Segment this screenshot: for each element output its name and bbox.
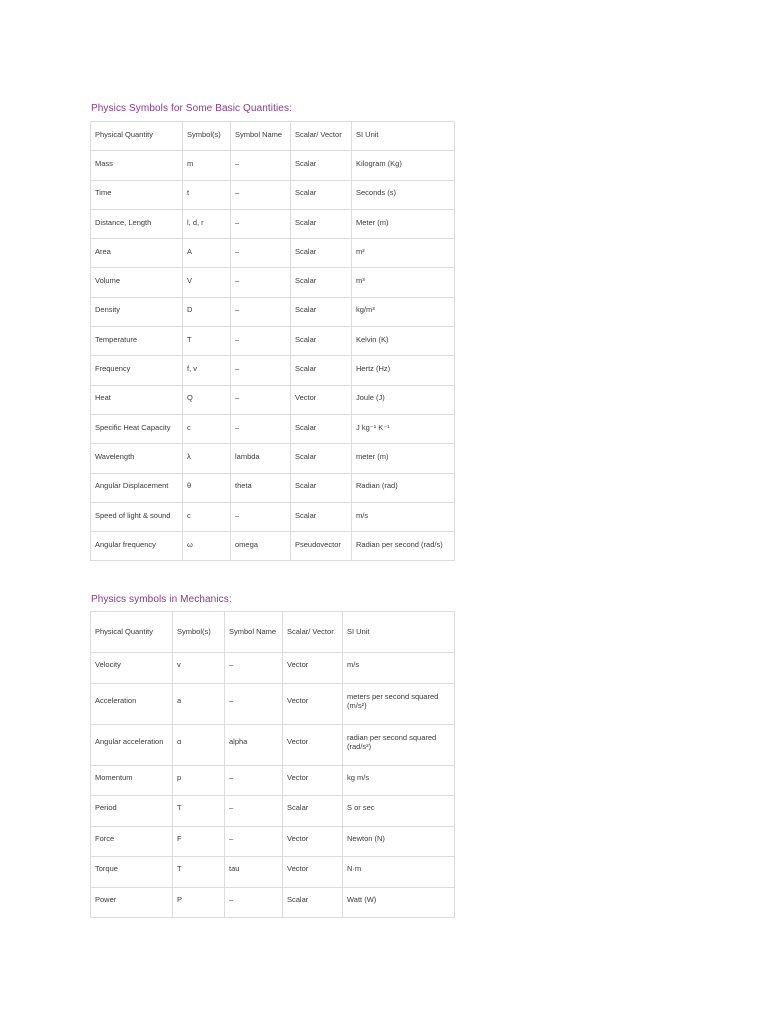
table-row (91, 356, 455, 385)
table-cell: – (225, 826, 283, 857)
table-cell: Seconds (s) (352, 180, 455, 209)
table-row (91, 796, 455, 827)
table-cell: A (183, 239, 231, 268)
table-cell: Scalar (291, 356, 352, 385)
table-cell: m³ (352, 268, 455, 297)
table-cell: – (225, 765, 283, 796)
table-cell: kg/m³ (352, 297, 455, 326)
table-cell: Scalar (291, 209, 352, 238)
table-cell: Watt (W) (343, 887, 455, 918)
table-cell: Distance, Length (91, 209, 183, 238)
table-cell: Scalar (291, 414, 352, 443)
table-cell: – (225, 887, 283, 918)
column-header: SI Unit (343, 612, 455, 653)
table-cell: m/s (352, 502, 455, 531)
section-title-basic-quantities: Physics Symbols for Some Basic Quantities: (91, 103, 292, 114)
table-cell: J kg⁻¹ K⁻¹ (352, 414, 455, 443)
table-cell: Scalar (291, 268, 352, 297)
table-cell: m² (352, 239, 455, 268)
table-cell: λ (183, 444, 231, 473)
table-cell: c (183, 502, 231, 531)
table-header-row (91, 612, 455, 653)
column-header: SI Unit (352, 122, 455, 151)
table-cell: Area (91, 239, 183, 268)
table-cell: kg m/s (343, 765, 455, 796)
table-cell: – (231, 502, 291, 531)
table-cell: c (183, 414, 231, 443)
table-cell: Vector (283, 683, 343, 724)
table-cell: Joule (J) (352, 385, 455, 414)
table-cell: Density (91, 297, 183, 326)
table-cell: α (173, 724, 225, 765)
table-row (91, 653, 455, 684)
table-cell: Frequency (91, 356, 183, 385)
table-cell: a (173, 683, 225, 724)
column-header: Scalar/ Vector (291, 122, 352, 151)
table-cell: Temperature (91, 327, 183, 356)
table-row (91, 297, 455, 326)
table-cell: – (231, 327, 291, 356)
table-cell: Specific Heat Capacity (91, 414, 183, 443)
table-row (91, 414, 455, 443)
table-cell: T (183, 327, 231, 356)
table-cell: meters per second squared (m/s²) (343, 683, 455, 724)
table-body (91, 653, 455, 918)
table-cell: – (231, 239, 291, 268)
table-row (91, 151, 455, 180)
table-cell: f, v (183, 356, 231, 385)
column-header: Symbol(s) (183, 122, 231, 151)
table-row (91, 268, 455, 297)
table-row (91, 532, 455, 561)
table-row (91, 180, 455, 209)
table-cell: Radian (rad) (352, 473, 455, 502)
column-header: Symbol(s) (173, 612, 225, 653)
table-cell: p (173, 765, 225, 796)
table-cell: Wavelength (91, 444, 183, 473)
table-row (91, 887, 455, 918)
table-cell: – (225, 683, 283, 724)
table-cell: alpha (225, 724, 283, 765)
mechanics-table (90, 611, 455, 918)
table-cell: Momentum (91, 765, 173, 796)
column-header: Symbol Name (225, 612, 283, 653)
table-row (91, 209, 455, 238)
table-cell: ω (183, 532, 231, 561)
table-cell: Scalar (291, 297, 352, 326)
column-header: Physical Quantity (91, 122, 183, 151)
table-cell: meter (m) (352, 444, 455, 473)
table-cell: Scalar (283, 887, 343, 918)
table-cell: m/s (343, 653, 455, 684)
table-cell: t (183, 180, 231, 209)
table-cell: Scalar (291, 502, 352, 531)
table-cell: Vector (291, 385, 352, 414)
table-cell: Meter (m) (352, 209, 455, 238)
table-cell: – (231, 385, 291, 414)
table-cell: Mass (91, 151, 183, 180)
table-row (91, 826, 455, 857)
column-header: Physical Quantity (91, 612, 173, 653)
table-body (91, 151, 455, 561)
table-cell: Kelvin (K) (352, 327, 455, 356)
table-row (91, 444, 455, 473)
table-cell: Scalar (291, 239, 352, 268)
table-cell: l, d, r (183, 209, 231, 238)
table-cell: Angular frequency (91, 532, 183, 561)
table-cell: – (231, 297, 291, 326)
table-cell: Pseudovector (291, 532, 352, 561)
table-cell: Period (91, 796, 173, 827)
table-cell: Power (91, 887, 173, 918)
table-row (91, 473, 455, 502)
table-row (91, 724, 455, 765)
table-cell: Vector (283, 724, 343, 765)
table-cell: tau (225, 857, 283, 888)
table-cell: Scalar (291, 327, 352, 356)
table-cell: Vector (283, 826, 343, 857)
table-cell: D (183, 297, 231, 326)
column-header: Symbol Name (231, 122, 291, 151)
table-row (91, 765, 455, 796)
table-cell: Vector (283, 765, 343, 796)
table-cell: Newton (N) (343, 826, 455, 857)
table-cell: F (173, 826, 225, 857)
table-cell: Radian per second (rad/s) (352, 532, 455, 561)
table-cell: θ (183, 473, 231, 502)
table-header-row (91, 122, 455, 151)
table-cell: Heat (91, 385, 183, 414)
table-row (91, 239, 455, 268)
table-row (91, 683, 455, 724)
table-cell: Volume (91, 268, 183, 297)
table-cell: Q (183, 385, 231, 414)
section-title-mechanics: Physics symbols in Mechanics: (91, 594, 232, 605)
column-header: Scalar/ Vector (283, 612, 343, 653)
table-cell: lambda (231, 444, 291, 473)
table-cell: – (225, 653, 283, 684)
table-cell: – (225, 796, 283, 827)
table-cell: – (231, 209, 291, 238)
table-cell: m (183, 151, 231, 180)
table-cell: v (173, 653, 225, 684)
table-cell: V (183, 268, 231, 297)
table-cell: Vector (283, 653, 343, 684)
table-cell: Angular acceleration (91, 724, 173, 765)
table-cell: Force (91, 826, 173, 857)
table-cell: – (231, 180, 291, 209)
basic-quantities-table (90, 121, 455, 561)
table-cell: T (173, 857, 225, 888)
table-row (91, 857, 455, 888)
table-cell: Velocity (91, 653, 173, 684)
table-cell: Vector (283, 857, 343, 888)
table-cell: Scalar (291, 151, 352, 180)
table-cell: – (231, 268, 291, 297)
table-cell: P (173, 887, 225, 918)
table-cell: Angular Displacement (91, 473, 183, 502)
table-cell: Scalar (291, 444, 352, 473)
table-cell: Speed of light & sound (91, 502, 183, 531)
table-cell: Scalar (291, 473, 352, 502)
table-cell: omega (231, 532, 291, 561)
table-cell: theta (231, 473, 291, 502)
table-row (91, 502, 455, 531)
table-cell: Scalar (291, 180, 352, 209)
table-cell: Time (91, 180, 183, 209)
table-cell: – (231, 151, 291, 180)
table-cell: radian per second squared (rad/s²) (343, 724, 455, 765)
table-cell: S or sec (343, 796, 455, 827)
table-cell: Scalar (283, 796, 343, 827)
table-cell: Torque (91, 857, 173, 888)
table-row (91, 327, 455, 356)
table-cell: – (231, 414, 291, 443)
table-row (91, 385, 455, 414)
table-cell: Kilogram (Kg) (352, 151, 455, 180)
table-cell: Hertz (Hz) (352, 356, 455, 385)
table-cell: N·m (343, 857, 455, 888)
table-cell: T (173, 796, 225, 827)
table-cell: Acceleration (91, 683, 173, 724)
table-cell: – (231, 356, 291, 385)
